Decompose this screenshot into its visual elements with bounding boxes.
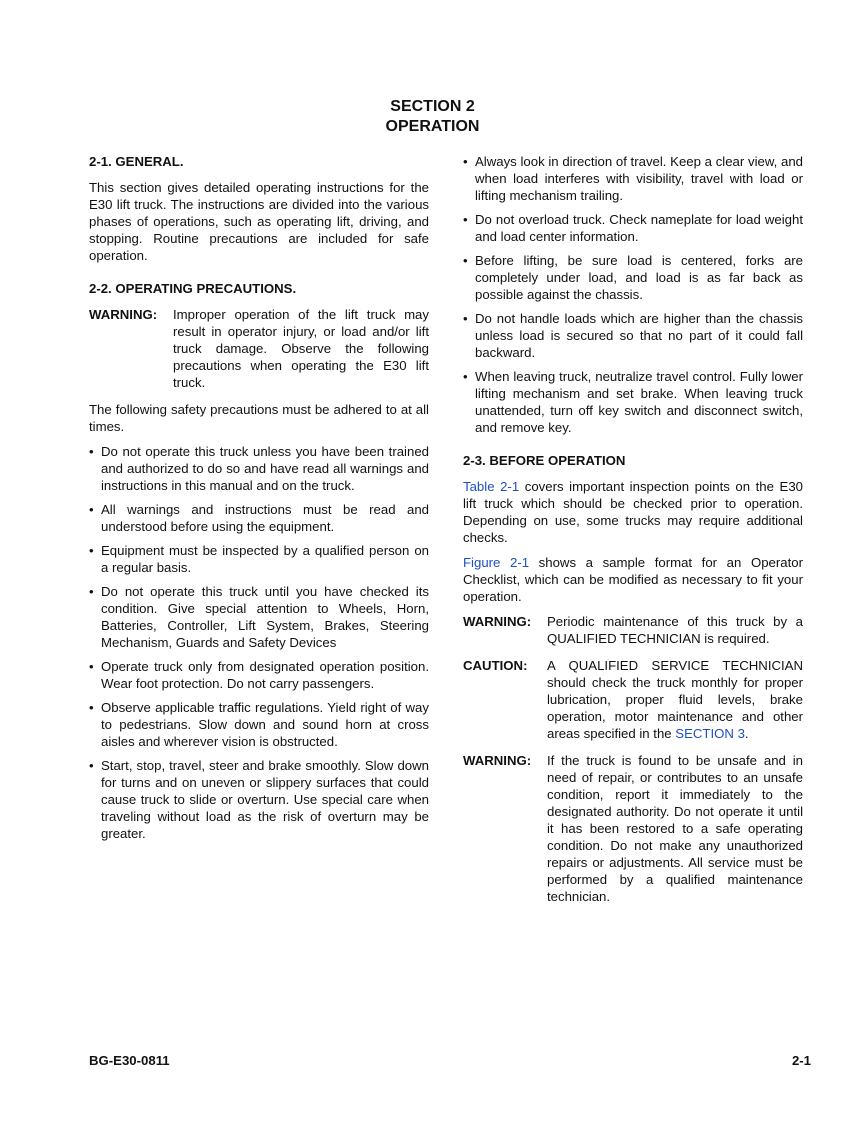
precautions-list-right — [463, 153, 803, 436]
list-item: • Equipment must be inspected by a qualified person on a regular basis. — [89, 542, 429, 576]
list-item: • Do not overload truck. Check nameplate for load weight and load center information. — [463, 211, 803, 245]
before-paragraph-1-text: covers important inspection points on the E30 lift truck which should be checked prior to operation. Depending on use, some trucks may require additional checks. — [463, 479, 803, 545]
list-item: • Always look in direction of travel. Keep a clear view, and when load interferes with visibility, travel with load or lifting mechanism trailing. — [463, 153, 803, 204]
warning-label: WARNING: — [463, 753, 532, 768]
caution-text: A QUALIFIED SERVICE TECHNICIAN should check the truck monthly for proper lubrication, proper fluid levels, brake operation, motor maintenance and other areas specified in the — [547, 658, 803, 741]
list-item: • Do not handle loads which are higher than the chassis unless load is secured so that no part of it could fall backward. — [463, 310, 803, 361]
before-operation-heading: 2-3. BEFORE OPERATION — [463, 453, 626, 468]
warning-text: If the truck is found to be unsafe and in need of repair, or contributes to an unsafe condition, report it immediately to the designated authority. Do not operate it until it has been restored to a safe operating condition. Do not make any unauthorized repairs or adjustments. All service must be performed by a qualified maintenance technician. — [547, 753, 803, 904]
figure-2-1-link[interactable]: Figure 2-1 — [463, 555, 530, 570]
warning-text: Periodic maintenance of this truck by a QUALIFIED TECHNICIAN is required. — [547, 614, 803, 646]
warning-label: WARNING: — [463, 614, 532, 629]
list-item: • All warnings and instructions must be read and understood before using the equipment. — [89, 501, 429, 535]
before-paragraph-2-text: shows a sample format for an Operator Checklist, which can be modified as necessary to fit your operation. — [463, 555, 803, 604]
caution-label: CAUTION: — [463, 658, 528, 673]
general-heading: 2-1. GENERAL. — [89, 154, 184, 169]
warning-text: Improper operation of the lift truck may result in operator injury, or load and/or lift truck damage. Observe the following precautions when operating the E30 lift truck. — [173, 307, 429, 390]
table-2-1-link[interactable]: Table 2-1 — [463, 479, 520, 494]
caution-text-block — [547, 657, 803, 742]
section-title: OPERATION — [385, 118, 480, 135]
warning-label: WARNING: — [89, 307, 158, 322]
footer-doc-id: BG-E30-0811 — [89, 1053, 170, 1068]
unsafe-warning — [463, 752, 803, 905]
service-caution — [463, 657, 803, 742]
section-number: SECTION 2 — [390, 98, 475, 115]
left-column — [89, 153, 429, 850]
list-item: • When leaving truck, neutralize travel control. Fully lower lifting mechanism and set brake. When leaving truck unattended, turn off key switch and disconnect switch, and remove key. — [463, 368, 803, 436]
list-item: • Before lifting, be sure load is centered, forks are completely under load, and load is as far back as possible against the chassis. — [463, 252, 803, 303]
list-item: • Do not operate this truck until you have checked its condition. Give special attention to Wheels, Horn, Batteries, Controller, Lift System, Brakes, Steering Mechanism, Guards and Safety Devices — [89, 583, 429, 651]
maintenance-warning — [463, 613, 803, 647]
before-paragraph-2 — [463, 554, 803, 605]
page-title — [0, 97, 865, 137]
precautions-warning — [89, 306, 429, 391]
footer-page-number: 2-1 — [791, 1053, 811, 1068]
caution-end: . — [744, 726, 749, 741]
general-body: This section gives detailed operating instructions for the E30 lift truck. The instructions are divided into the various phases of operations, such as operating lift, driving, and stopping. Routine precautions are included for safe operation. — [89, 180, 429, 263]
list-item: • Observe applicable traffic regulations. Yield right of way to pedestrians. Slow down and sound horn at cross aisles and wherever vision is obstructed. — [89, 699, 429, 750]
list-item: • Operate truck only from designated operation position. Wear foot protection. Do not carry passengers. — [89, 658, 429, 692]
precautions-list-left — [89, 443, 429, 842]
list-item: • Start, stop, travel, steer and brake smoothly. Slow down for turns and on uneven or slippery surfaces that could cause truck to slide or overturn. Use special care when traveling without load as the risk of overturn may be greater. — [89, 757, 429, 842]
right-column — [463, 153, 803, 915]
precautions-intro: The following safety precautions must be adhered to at all times. — [89, 402, 429, 434]
section-3-link[interactable]: SECTION 3 — [675, 726, 745, 741]
precautions-heading: 2-2. OPERATING PRECAUTIONS. — [89, 281, 297, 296]
list-item: • Do not operate this truck unless you have been trained and authorized to do so and have read all warnings and instructions in this manual and on the truck. — [89, 443, 429, 494]
before-paragraph-1 — [463, 478, 803, 546]
